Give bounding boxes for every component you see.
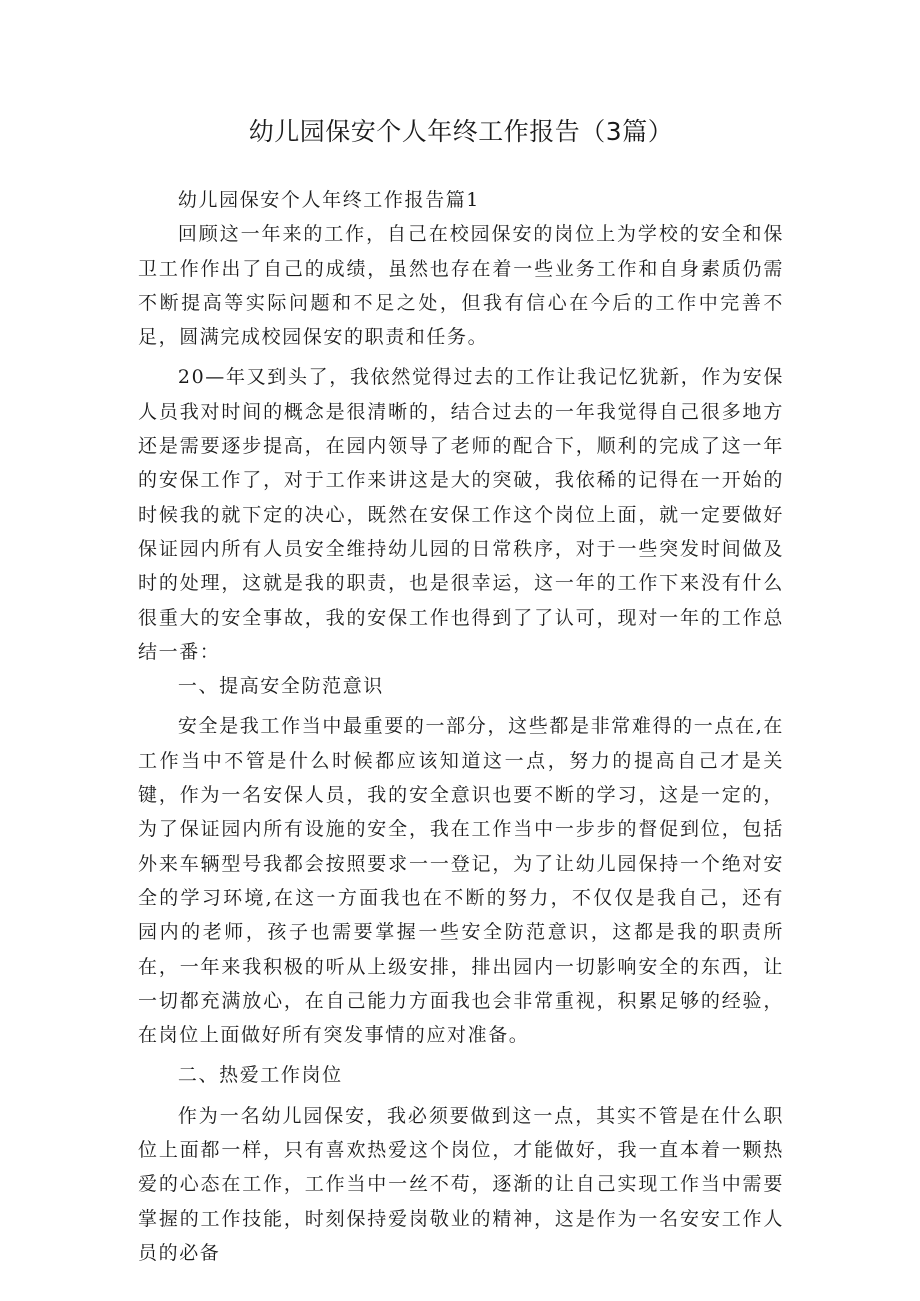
- paragraph-1: 回顾这一年来的工作，自己在校园保安的岗位上为学校的安全和保卫工作作出了自己的成绩，虽然也存在着一些业务工作和自身素质仍需不断提高等实际问题和不足之处，但我有信心在今后的工作中完善不足，圆满完成校园保安的职责和任务。: [138, 223, 784, 349]
- paragraph-4: 作为一名幼儿园保安，我必须要做到这一点，其实不管是在什么职位上面都一样，只有喜欢热爱这个岗位，才能做好，我一直本着一颗热爱的心态在工作，工作当中一丝不苟，逐渐的让自己实现工作当中需要掌握的工作技能，时刻保持爱岗敬业的精神，这是作为一名安安工作人员的必备: [138, 1104, 784, 1264]
- document-page: [138, 0, 784, 1301]
- paragraph-3: 安全是我工作当中最重要的一部分，这些都是非常难得的一点在,在工作当中不管是什么时候都应该知道这一点，努力的提高自己才是关键，作为一名安保人员，我的安全意识也要不断的学习，这是一定的，为了保证园内所有设施的安全，我在工作当中一步步的督促到位，包括外来车辆型号我都会按照要求一一登记，为了让幼儿园保持一个绝对安全的学习环境,在这一方面我也在不断的努力，不仅仅是我自己，还有园内的老师，孩子也需要掌握一些安全防范意识，这都是我的职责所在，一年来我积极的听从上级安排，排出园内一切影响安全的东西，让一切都充满放心，在自己能力方面我也会非常重视，积累足够的经验，在岗位上面做好所有突发事情的应对准备。: [138, 715, 784, 1047]
- report-subtitle: 幼儿园保安个人年终工作报告篇1: [177, 189, 480, 211]
- section-heading-2: 二、热爱工作岗位: [177, 1064, 343, 1087]
- document-title: 幼儿园保安个人年终工作报告（3篇）: [248, 117, 674, 146]
- section-heading-1: 一、提高安全防范意识: [177, 675, 384, 698]
- paragraph-2: 20—年又到头了，我依然觉得过去的工作让我记忆犹新，作为安保人员我对时间的概念是很清晰的，结合过去的一年我觉得自己很多地方还是需要逐步提高，在园内领导了老师的配合下，顺利的完成了这一年的安保工作了，对于工作来讲这是大的突破，我依稀的记得在一开始的时候我的就下定的决心，既然在安保工作这个岗位上面，就一定要做好保证园内所有人员安全维持幼儿园的日常秩序，对于一些突发时间做及时的处理，这就是我的职责，也是很幸运，这一年的工作下来没有什么很重大的安全事故，我的安保工作也得到了了认可，现对一年的工作总结一番：: [138, 366, 784, 663]
- document-body: [138, 183, 784, 1270]
